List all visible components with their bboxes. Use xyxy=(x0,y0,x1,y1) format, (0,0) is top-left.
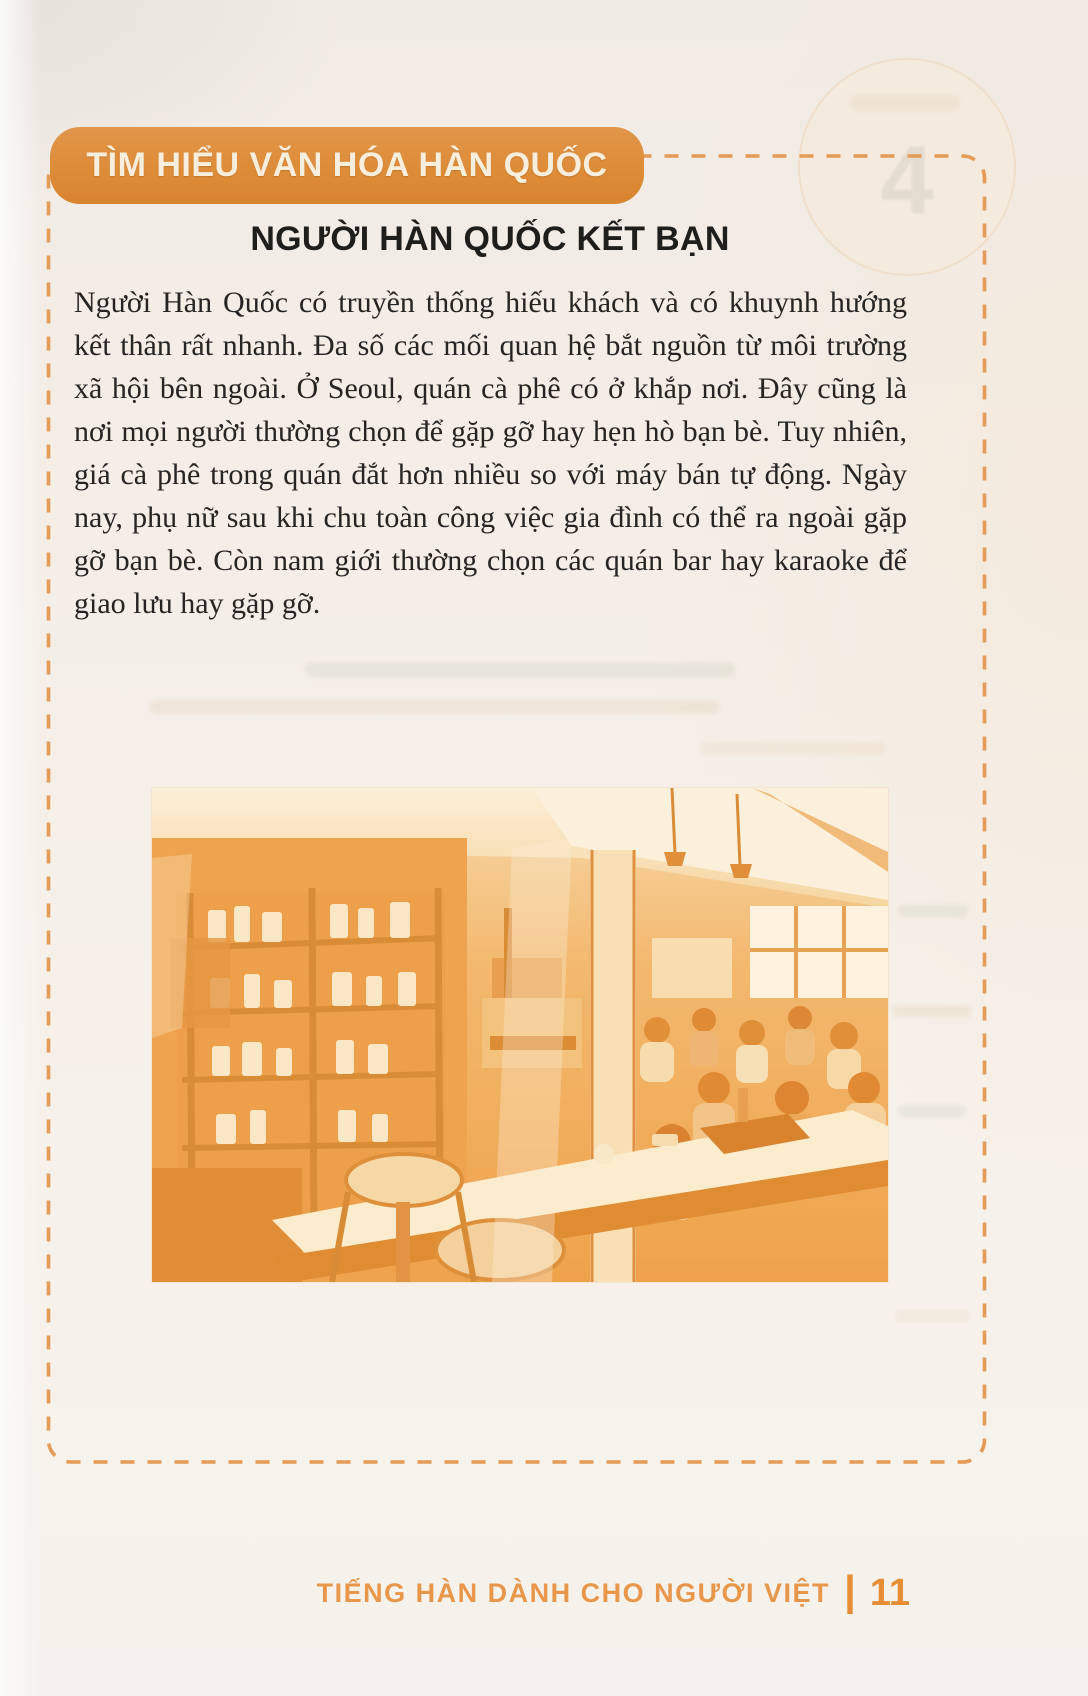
show-through-text-smudge xyxy=(305,662,735,677)
article-title: NGƯỜI HÀN QUỐC KẾT BẠN xyxy=(250,220,730,258)
show-through-text-smudge xyxy=(150,700,720,714)
show-through-text-smudge xyxy=(898,1105,966,1117)
show-through-text-smudge xyxy=(700,742,885,755)
show-through-text-smudge xyxy=(892,1005,972,1017)
lesson-number-watermark: 4 xyxy=(880,127,934,234)
show-through-text-smudge xyxy=(850,95,960,111)
culture-section-badge xyxy=(50,127,644,204)
show-through-text-smudge xyxy=(898,905,968,917)
article-body-paragraph: Người Hàn Quốc có truyền thống hiếu khách và có khuynh hướng kết thân rất nhanh. Đa số các mối quan hệ bắt nguồn từ môi trường xã hội bên ngoài. Ở Seoul, quán cà phê có ở khắp nơi. Đây cũng là nơi mọi người thường chọn để gặp gỡ hay hẹn hò bạn bè. Tuy nhiên, giá cà phê trong quán đắt hơn nhiều so với máy bán tự động. Ngày nay, phụ nữ sau khi chu toàn công việc gia đình có thể ra ngoài gặp gỡ bạn bè. Còn nam giới thường chọn các quán bar hay karaoke để giao lưu hay gặp gỡ. xyxy=(74,286,907,620)
cafe-photo xyxy=(152,788,888,1282)
book-series-title: TIẾNG HÀN DÀNH CHO NGƯỜI VIỆT xyxy=(316,1578,831,1608)
page-number: 11 xyxy=(869,1572,910,1614)
footer-separator: | xyxy=(844,1566,856,1614)
page-footer xyxy=(316,1566,910,1615)
show-through-text-smudge xyxy=(895,1310,970,1322)
culture-section-badge-label: TÌM HIỂU VĂN HÓA HÀN QUỐC xyxy=(86,146,608,184)
